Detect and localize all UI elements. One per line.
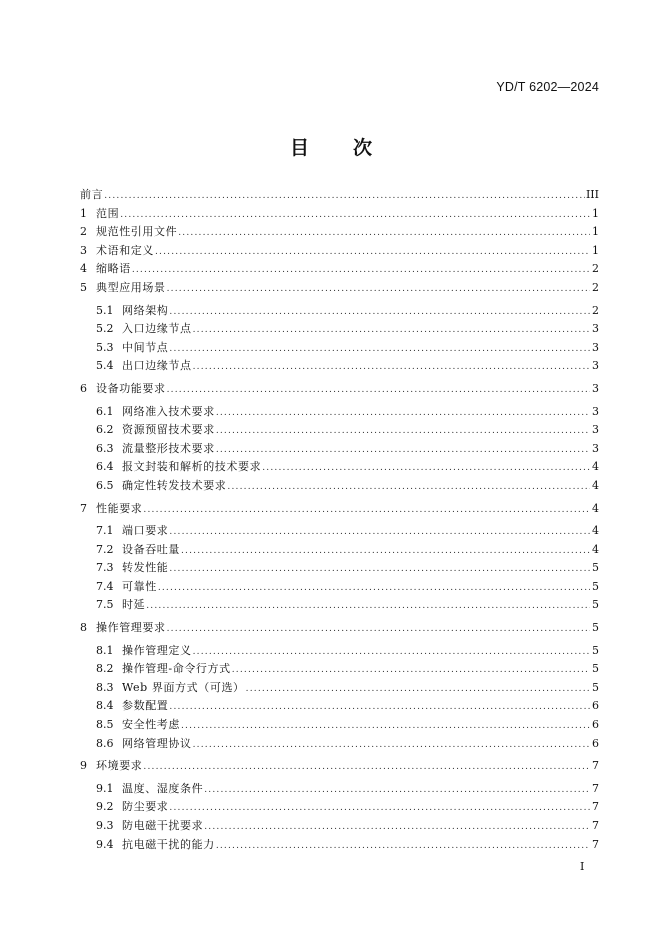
toc-dot-leader xyxy=(169,523,590,542)
toc-entry-page: 7 xyxy=(592,781,599,795)
toc-dot-leader xyxy=(104,187,585,206)
toc-entry-number: 7.4 xyxy=(96,579,114,593)
toc-subsection-entry[interactable] xyxy=(80,339,599,358)
toc-entry-title: 转发性能 xyxy=(122,561,169,575)
toc-entry-title: 防尘要求 xyxy=(122,800,169,814)
toc-entry-title: 温度、湿度条件 xyxy=(122,781,204,795)
toc-entry-number: 6.2 xyxy=(96,423,114,437)
toc-entry-page: 1 xyxy=(592,225,599,239)
toc-entry-number: 8.5 xyxy=(96,718,114,732)
toc-entry-page: 5 xyxy=(592,662,599,676)
toc-dot-leader xyxy=(120,206,590,225)
toc-entry-title: 时延 xyxy=(122,598,146,612)
toc-section-entry[interactable] xyxy=(80,500,599,519)
toc-entry-number: 8.4 xyxy=(96,699,114,713)
toc-section-entry[interactable] xyxy=(80,619,599,638)
toc-entry-number: 9.4 xyxy=(96,837,114,851)
toc-subsection-entry[interactable] xyxy=(80,522,599,541)
toc-section-entry[interactable] xyxy=(80,223,599,242)
toc-entry-page: 1 xyxy=(592,206,599,220)
toc-entry-page: III xyxy=(585,188,599,201)
toc-entry-page: 2 xyxy=(592,280,599,294)
toc-subsection-entry[interactable] xyxy=(80,320,599,339)
toc-entry-title: 操作管理要求 xyxy=(96,621,166,635)
toc-entry-title: 中间节点 xyxy=(122,340,169,354)
document-code: YD/T 6202—2024 xyxy=(496,80,599,94)
toc-dot-leader xyxy=(216,837,590,856)
toc-section-entry[interactable] xyxy=(80,279,599,298)
toc-entry-number: 5.1 xyxy=(96,303,114,317)
toc-subsection-entry[interactable] xyxy=(80,798,599,817)
toc-entry-page: 3 xyxy=(592,359,599,373)
toc-entry-page: 2 xyxy=(592,262,599,276)
toc-entry-number: 6.4 xyxy=(96,460,114,474)
toc-subsection-entry[interactable] xyxy=(80,660,599,679)
toc-entry-title: 入口边缘节点 xyxy=(122,322,192,336)
toc-entry-number: 7.5 xyxy=(96,598,114,612)
toc-entry-number: 6.1 xyxy=(96,404,114,418)
toc-entry-number: 5.2 xyxy=(96,322,114,336)
toc-entry-title: 可靠性 xyxy=(122,579,157,593)
toc-subsection-entry[interactable] xyxy=(80,679,599,698)
toc-entry-page: 5 xyxy=(592,579,599,593)
toc-entry-number: 6.3 xyxy=(96,441,114,455)
toc-subsection-entry[interactable] xyxy=(80,541,599,560)
toc-section-entry[interactable] xyxy=(80,186,599,205)
toc-subsection-entry[interactable] xyxy=(80,596,599,615)
toc-dot-leader xyxy=(262,459,590,478)
toc-entry-page: 4 xyxy=(592,501,599,515)
toc-entry-title: 防电磁干扰要求 xyxy=(122,819,204,832)
toc-subsection-entry[interactable] xyxy=(80,421,599,440)
toc-entry-number: 7.3 xyxy=(96,561,114,575)
toc-dot-leader xyxy=(143,758,590,777)
toc-entry-page: 6 xyxy=(592,736,599,750)
toc-entry-title: 网络架构 xyxy=(122,303,169,317)
toc-dot-leader xyxy=(143,501,590,520)
toc-subsection-entry[interactable] xyxy=(80,780,599,799)
toc-entry-page: 4 xyxy=(592,460,599,474)
toc-dot-leader xyxy=(167,620,590,639)
toc-dot-leader xyxy=(216,422,590,441)
toc-section-entry[interactable] xyxy=(80,260,599,279)
toc-dot-leader xyxy=(169,698,590,717)
toc-dot-leader xyxy=(178,224,590,243)
toc-entry-page: 5 xyxy=(592,561,599,575)
page-title xyxy=(0,133,662,160)
toc-dot-leader xyxy=(204,781,590,800)
toc-dot-leader xyxy=(181,542,590,561)
toc-entry-title: 端口要求 xyxy=(122,524,169,538)
toc-dot-leader xyxy=(193,736,590,755)
toc-entry-number: 5.3 xyxy=(96,340,114,354)
toc-entry-title: 报文封装和解析的技术要求 xyxy=(122,460,262,474)
toc-entry-title: 流量整形技术要求 xyxy=(122,441,215,455)
toc-entry-title: 典型应用场景 xyxy=(96,280,166,294)
toc-entry-title: 安全性考虑 xyxy=(122,718,180,732)
toc-entry-title: 参数配置 xyxy=(122,699,169,713)
toc-dot-leader xyxy=(169,560,590,579)
toc-entry-number: 5 xyxy=(80,280,87,294)
toc-entry-page: 4 xyxy=(592,478,599,492)
toc-entry-page: 3 xyxy=(592,322,599,336)
toc-entry-page: 7 xyxy=(592,800,599,814)
toc-entry-title: 出口边缘节点 xyxy=(122,359,192,373)
page-title-char-2: 次 xyxy=(353,137,373,159)
page-title-char-1: 目 xyxy=(289,137,309,159)
toc-entry-number: 2 xyxy=(80,225,87,239)
toc-entry-title: 网络准入技术要求 xyxy=(122,404,215,418)
toc-section-entry[interactable] xyxy=(80,242,599,261)
toc-entry-number: 6 xyxy=(80,381,87,395)
toc-entry-number: 7.1 xyxy=(96,524,114,538)
table-of-contents xyxy=(80,186,599,854)
toc-entry-number: 6.5 xyxy=(96,478,114,492)
toc-entry-number: 8.3 xyxy=(96,680,114,694)
toc-entry-number: 4 xyxy=(80,262,87,276)
toc-subsection-entry[interactable] xyxy=(80,817,599,836)
toc-entry-title: Web 界面方式（可选） xyxy=(122,680,245,694)
toc-dot-leader xyxy=(158,579,590,598)
toc-entry-page: 7 xyxy=(592,759,599,773)
toc-entry-page: 5 xyxy=(592,643,599,657)
toc-entry-number: 7 xyxy=(80,501,87,515)
toc-entry-page: 4 xyxy=(592,524,599,538)
toc-subsection-entry[interactable] xyxy=(80,716,599,735)
toc-entry-title: 缩略语 xyxy=(96,262,131,276)
toc-entry-page: 3 xyxy=(592,441,599,455)
toc-entry-number: 8.1 xyxy=(96,643,114,657)
toc-dot-leader xyxy=(216,441,590,460)
toc-entry-title: 确定性转发技术要求 xyxy=(122,478,227,492)
toc-entry-title: 术语和定义 xyxy=(96,243,154,257)
toc-entry-number: 9 xyxy=(80,759,87,773)
toc-entry-page: 3 xyxy=(592,381,599,395)
toc-entry-number: 8.6 xyxy=(96,736,114,750)
toc-subsection-entry[interactable] xyxy=(80,357,599,376)
toc-entry-number: 8 xyxy=(80,621,87,635)
toc-entry-number: 3 xyxy=(80,243,87,257)
toc-entry-page: 6 xyxy=(592,718,599,732)
toc-entry-page: 3 xyxy=(592,404,599,418)
toc-subsection-entry[interactable] xyxy=(80,836,599,855)
toc-subsection-entry[interactable] xyxy=(80,735,599,754)
toc-dot-leader xyxy=(132,261,590,280)
toc-subsection-entry[interactable] xyxy=(80,559,599,578)
toc-dot-leader xyxy=(193,358,590,377)
toc-dot-leader xyxy=(169,799,590,818)
toc-entry-page: 4 xyxy=(592,542,599,556)
toc-entry-title: 操作管理定义 xyxy=(122,643,192,657)
toc-entry-page: 1 xyxy=(592,243,599,257)
toc-entry-page: 5 xyxy=(592,621,599,635)
toc-dot-leader xyxy=(169,303,590,322)
toc-subsection-entry[interactable] xyxy=(80,302,599,321)
toc-entry-page: 2 xyxy=(592,303,599,317)
toc-entry-title: 操作管理-命令行方式 xyxy=(122,662,231,676)
toc-entry-number: 1 xyxy=(80,206,87,220)
toc-entry-page: 5 xyxy=(592,680,599,694)
toc-dot-leader xyxy=(193,321,590,340)
toc-section-entry[interactable] xyxy=(80,757,599,776)
toc-dot-leader xyxy=(167,280,590,299)
toc-section-entry[interactable] xyxy=(80,380,599,399)
toc-dot-leader xyxy=(232,661,590,680)
toc-entry-page: 6 xyxy=(592,699,599,713)
toc-dot-leader xyxy=(155,243,590,262)
toc-entry-title: 环境要求 xyxy=(96,759,143,773)
toc-entry-title: 设备吞吐量 xyxy=(122,542,180,556)
toc-dot-leader xyxy=(246,680,590,699)
toc-entry-page: 7 xyxy=(592,837,599,851)
toc-subsection-entry[interactable] xyxy=(80,403,599,422)
toc-dot-leader xyxy=(227,478,590,497)
toc-dot-leader xyxy=(146,597,590,616)
toc-entry-title: 范围 xyxy=(96,206,120,220)
toc-dot-leader xyxy=(169,340,590,359)
toc-entry-number: 9.1 xyxy=(96,781,114,795)
toc-entry-title: 性能要求 xyxy=(96,501,143,515)
toc-entry-number: 9.3 xyxy=(96,819,114,832)
toc-entry-title: 规范性引用文件 xyxy=(96,225,178,239)
toc-subsection-entry[interactable] xyxy=(80,458,599,477)
toc-subsection-entry[interactable] xyxy=(80,642,599,661)
toc-entry-title: 前言 xyxy=(80,188,104,201)
toc-dot-leader xyxy=(216,404,590,423)
toc-subsection-entry[interactable] xyxy=(80,440,599,459)
toc-dot-leader xyxy=(181,717,590,736)
page-number: I xyxy=(580,860,585,873)
toc-entry-title: 抗电磁干扰的能力 xyxy=(122,837,215,851)
toc-entry-title: 设备功能要求 xyxy=(96,381,166,395)
toc-dot-leader xyxy=(193,643,590,662)
toc-subsection-entry[interactable] xyxy=(80,477,599,496)
toc-section-entry[interactable] xyxy=(80,205,599,224)
toc-entry-number: 7.2 xyxy=(96,542,114,556)
toc-entry-title: 资源预留技术要求 xyxy=(122,423,215,437)
toc-dot-leader xyxy=(167,381,590,400)
toc-entry-number: 8.2 xyxy=(96,662,114,676)
toc-entry-title: 网络管理协议 xyxy=(122,736,192,750)
toc-entry-page: 3 xyxy=(592,340,599,354)
toc-entry-number: 9.2 xyxy=(96,800,114,814)
toc-entry-page: 5 xyxy=(592,598,599,612)
toc-dot-leader xyxy=(204,818,590,837)
toc-entry-page: 7 xyxy=(592,819,599,832)
toc-subsection-entry[interactable] xyxy=(80,697,599,716)
toc-subsection-entry[interactable] xyxy=(80,578,599,597)
toc-entry-number: 5.4 xyxy=(96,359,114,373)
toc-entry-page: 3 xyxy=(592,423,599,437)
